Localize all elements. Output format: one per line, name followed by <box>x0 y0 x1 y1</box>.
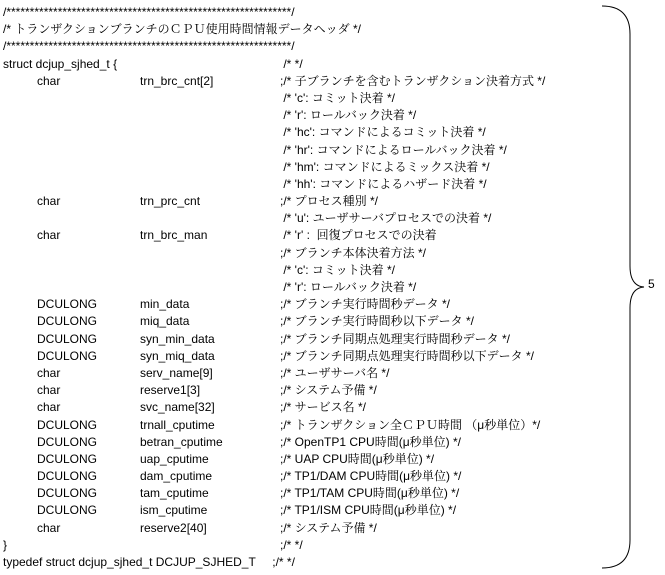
field-comment: ;/* OpenTP1 CPU時間(μ秒単位) */ <box>280 434 461 449</box>
field-comment: /* 'hm': コマンドによるミックス決着 */ <box>280 159 490 174</box>
field-name: serv_name[9] <box>140 365 213 380</box>
field-type: char <box>37 194 61 209</box>
field-comment: ;/* ユーザサーバ名 */ <box>280 365 390 380</box>
field-comment: /* 'u': ユーザサーバプロセスでの決着 */ <box>280 211 492 226</box>
field-type: char <box>37 383 61 398</box>
field-type: DCULONG <box>37 486 98 501</box>
field-comment: /* 'c': コミット決着 */ <box>280 262 396 277</box>
field-comment: ;/* トランザクション全ＣＰＵ時間 （μ秒単位）*/ <box>280 417 541 432</box>
field-comment: ;/* システム予備 */ <box>280 383 377 398</box>
field-name: svc_name[32] <box>140 400 215 415</box>
field-comment: /* */ <box>280 56 303 71</box>
field-type: DCULONG <box>37 314 98 329</box>
field-name: reserve1[3] <box>140 383 201 398</box>
field-comment: ;/* TP1/DAM CPU時間(μ秒単位) */ <box>280 469 462 484</box>
field-comment: ;/* ブランチ実行時間秒以下データ */ <box>280 314 475 329</box>
field-type: DCULONG <box>37 451 98 466</box>
field-type: char <box>37 365 61 380</box>
field-comment: ;/* ブランチ同期点処理実行時間秒以下データ */ <box>280 348 535 363</box>
right-brace <box>600 4 646 570</box>
field-type: DCULONG <box>37 469 98 484</box>
field-type: DCULONG <box>37 348 98 363</box>
field-type: char <box>37 400 61 415</box>
field-name: trn_brc_man <box>140 228 208 243</box>
field-type: DCULONG <box>37 434 98 449</box>
field-name: ism_cputime <box>140 503 208 518</box>
field-type: char <box>37 520 61 535</box>
field-comment: ;/* プロセス種別 */ <box>280 194 379 209</box>
field-comment: /* 'r': ロールバック決着 */ <box>280 280 417 294</box>
field-name: miq_data <box>140 314 190 329</box>
field-comment: ;/* TP1/TAM CPU時間(μ秒単位) */ <box>280 486 460 501</box>
code-text: } <box>3 537 8 552</box>
field-comment: /* 'r': ロールバック決着 */ <box>280 108 417 123</box>
field-comment: ;/* ブランチ同期点処理実行時間秒データ */ <box>280 331 511 346</box>
field-name: syn_miq_data <box>140 348 215 363</box>
size-label: 5 <box>648 277 655 291</box>
field-comment: ;/* */ <box>280 537 303 552</box>
field-comment: ;/* サービス名 */ <box>280 400 367 415</box>
field-name: trn_brc_cnt[2] <box>140 73 214 88</box>
code-text: typedef struct dcjup_sjhed_t DCJUP_SJHED_T ;/* */ <box>3 555 295 569</box>
field-name: dam_cputime <box>140 469 213 484</box>
field-comment: ;/* ブランチ本体決着方法 */ <box>280 245 427 260</box>
field-type: char <box>37 228 61 243</box>
field-type: DCULONG <box>37 297 98 312</box>
code-text: /* トランザクションブランチのＣＰＵ使用時間情報データヘッダ */ <box>3 22 361 37</box>
field-comment: ;/* 子ブランチを含むトランザクション決着方式 */ <box>280 73 546 88</box>
field-name: betran_cputime <box>140 434 223 449</box>
field-comment: /* 'hr': コマンドによるロールバック決着 */ <box>280 142 507 157</box>
field-comment: /* 'hh': コマンドによるハザード決着 */ <box>280 176 487 191</box>
field-comment: ;/* システム予備 */ <box>280 520 377 535</box>
field-comment: ;/* UAP CPU時間(μ秒単位) */ <box>280 451 435 466</box>
field-type: DCULONG <box>37 417 98 432</box>
field-type: DCULONG <box>37 331 98 346</box>
field-name: reserve2[40] <box>140 520 207 535</box>
field-comment: ;/* ブランチ実行時間秒データ */ <box>280 297 451 312</box>
field-name: uap_cputime <box>140 451 209 466</box>
code-text: struct dcjup_sjhed_t { <box>3 56 118 71</box>
field-comment: /* 'hc': コマンドによるコミット決着 */ <box>280 125 486 140</box>
code-text: /*************************************************************/ <box>3 39 295 54</box>
code-text: /*************************************************************/ <box>3 5 295 19</box>
field-type: char <box>37 73 61 88</box>
field-name: syn_min_data <box>140 331 215 346</box>
field-comment: /* 'r' : 回復プロセスでの決着 <box>280 228 437 243</box>
field-name: tam_cputime <box>140 486 209 501</box>
field-name: trn_prc_cnt <box>140 194 201 209</box>
field-name: min_data <box>140 297 190 312</box>
field-type: DCULONG <box>37 503 98 518</box>
field-comment: /* 'c': コミット決着 */ <box>280 90 396 105</box>
field-comment: ;/* TP1/ISM CPU時間(μ秒単位) */ <box>280 503 457 518</box>
field-name: trnall_cputime <box>140 417 215 432</box>
